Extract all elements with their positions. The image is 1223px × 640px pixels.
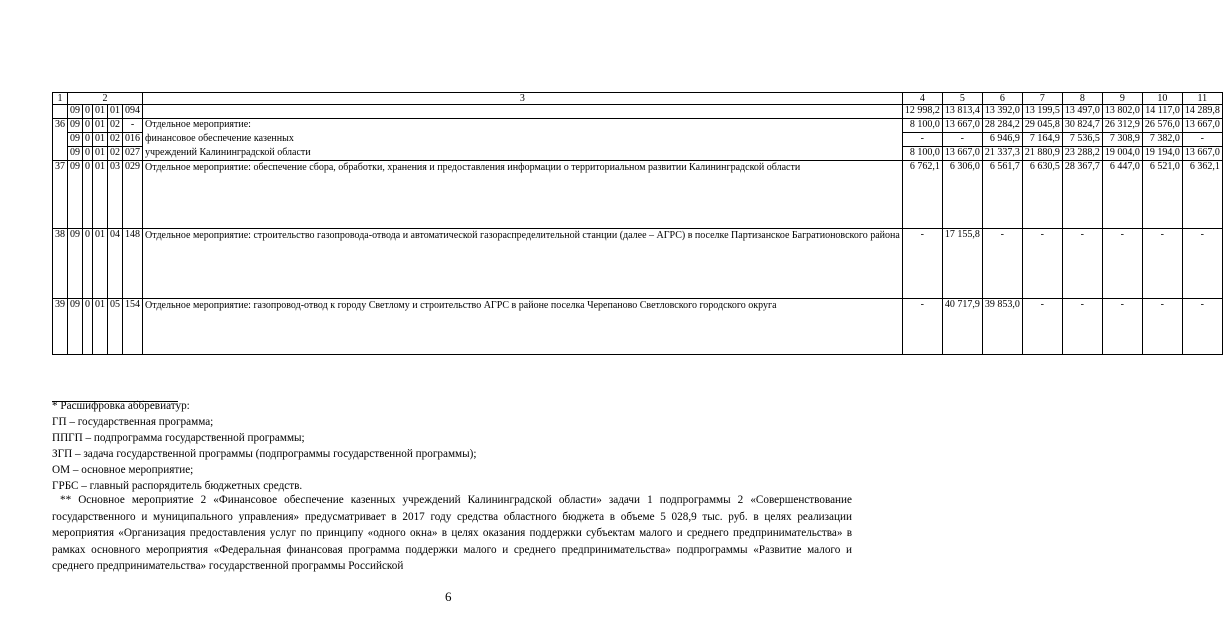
code-cell: 154 xyxy=(123,299,143,355)
description-cell: Отдельное мероприятие: xyxy=(143,119,903,133)
code-cell: 027 xyxy=(123,147,143,161)
table-row xyxy=(53,147,1223,161)
value-cell: 13 667,0 xyxy=(1182,147,1222,161)
code-cell: 01 xyxy=(93,229,108,299)
value-cell: 13 497,0 xyxy=(1062,105,1102,119)
value-cell: - xyxy=(902,133,942,147)
header-cell: 9 xyxy=(1102,93,1142,105)
code-cell: 02 xyxy=(108,133,123,147)
footnote-item: ОМ – основное мероприятие; xyxy=(52,464,194,476)
value-cell: 26 576,0 xyxy=(1142,119,1182,133)
value-cell: 13 813,4 xyxy=(942,105,982,119)
value-cell: 13 667,0 xyxy=(1182,119,1222,133)
table-row xyxy=(53,161,1223,229)
value-cell: 12 998,2 xyxy=(902,105,942,119)
page-number: 6 xyxy=(445,589,452,604)
value-cell: 6 561,7 xyxy=(982,161,1022,229)
row-number: 39 xyxy=(53,299,68,355)
value-cell: 7 164,9 xyxy=(1022,133,1062,147)
value-cell: - xyxy=(1142,299,1182,355)
value-cell: 6 447,0 xyxy=(1102,161,1142,229)
value-cell: 30 824,7 xyxy=(1062,119,1102,133)
header-cell: 7 xyxy=(1022,93,1062,105)
row-number xyxy=(53,133,68,147)
description-cell xyxy=(143,105,903,119)
header-cell: 5 xyxy=(942,93,982,105)
value-cell: 13 392,0 xyxy=(982,105,1022,119)
footnote-item: ГРБС – главный распорядитель бюджетных средств. xyxy=(52,480,303,492)
code-cell: 029 xyxy=(123,161,143,229)
row-number: 38 xyxy=(53,229,68,299)
table-row xyxy=(53,119,1223,133)
description-cell: финансовое обеспечение казенных xyxy=(143,133,903,147)
value-cell: 40 717,9 xyxy=(942,299,982,355)
value-cell: - xyxy=(902,229,942,299)
value-cell: - xyxy=(1182,299,1222,355)
code-cell: 0 xyxy=(83,161,93,229)
row-number: 37 xyxy=(53,161,68,229)
footnote-note: ** Основное мероприятие 2 «Финансовое обеспечение казенных учреждений Калининградской области» задачи 1 подпрограммы 2 «Совершенствование государственного и муниципального управления» предусматривает в 2017 году средства областного бюджета в объеме 5 028,9 тыс. руб. в целях реализации мероприятия «Организация предоставления услуг по принципу «одного окна» в целях оказания поддержки субъектам малого и среднего предпринимательства» в рамках основного мероприятия «Федеральная финансовая программа поддержки малого и среднего предпринимательства» подпрограммы «Развитие малого и среднего предпринимательства» государственной программы Российской xyxy=(52,494,852,572)
value-cell: - xyxy=(1102,299,1142,355)
header-cell: 11 xyxy=(1182,93,1222,105)
description-cell: Отдельное мероприятие: газопровод-отвод к городу Светлому и строительство АГРС в районе поселка Черепаново Светловского городского округа xyxy=(143,299,903,355)
code-cell: 09 xyxy=(68,161,83,229)
table-row xyxy=(53,299,1223,355)
code-cell: 0 xyxy=(83,105,93,119)
code-cell: 09 xyxy=(68,119,83,133)
code-cell: 03 xyxy=(108,161,123,229)
code-cell: 04 xyxy=(108,229,123,299)
code-cell: 0 xyxy=(83,119,93,133)
code-cell: 016 xyxy=(123,133,143,147)
header-row xyxy=(53,93,1223,105)
code-cell: 0 xyxy=(83,147,93,161)
value-cell: 39 853,0 xyxy=(982,299,1022,355)
code-cell: 02 xyxy=(108,147,123,161)
value-cell: 21 337,3 xyxy=(982,147,1022,161)
value-cell: 8 100,0 xyxy=(902,119,942,133)
code-cell: 09 xyxy=(68,299,83,355)
value-cell: 14 289,8 xyxy=(1182,105,1222,119)
value-cell: - xyxy=(1062,229,1102,299)
code-cell: 02 xyxy=(108,119,123,133)
description-cell: учреждений Калининградской области xyxy=(143,147,903,161)
value-cell: - xyxy=(902,299,942,355)
value-cell: - xyxy=(1182,133,1222,147)
value-cell: 6 521,0 xyxy=(1142,161,1182,229)
footnote-item: ГП – государственная программа; xyxy=(52,416,214,428)
value-cell: 26 312,9 xyxy=(1102,119,1142,133)
value-cell: 13 667,0 xyxy=(942,147,982,161)
value-cell: 14 117,0 xyxy=(1142,105,1182,119)
value-cell: 6 362,1 xyxy=(1182,161,1222,229)
value-cell: 28 284,2 xyxy=(982,119,1022,133)
code-cell: 148 xyxy=(123,229,143,299)
value-cell: 19 004,0 xyxy=(1102,147,1142,161)
row-number: 36 xyxy=(53,119,68,133)
value-cell: 19 194,0 xyxy=(1142,147,1182,161)
code-cell: 01 xyxy=(93,119,108,133)
value-cell: - xyxy=(942,133,982,147)
value-cell: 21 880,9 xyxy=(1022,147,1062,161)
table-row xyxy=(53,105,1223,119)
value-cell: 13 802,0 xyxy=(1102,105,1142,119)
header-cell: 1 xyxy=(53,93,68,105)
value-cell: - xyxy=(1142,229,1182,299)
value-cell: - xyxy=(1102,229,1142,299)
header-cell: 3 xyxy=(143,93,903,105)
code-cell: 09 xyxy=(68,147,83,161)
code-cell: 01 xyxy=(93,105,108,119)
header-cell: 6 xyxy=(982,93,1022,105)
value-cell: 6 762,1 xyxy=(902,161,942,229)
header-cell: 2 xyxy=(68,93,143,105)
footnote-title: * Расшифровка аббревиатур: xyxy=(52,400,190,412)
value-cell: - xyxy=(1062,299,1102,355)
description-cell: Отдельное мероприятие: обеспечение сбора, обработки, хранения и предоставления информации о территориальном развитии Калининградской области xyxy=(143,161,903,229)
value-cell: 13 199,5 xyxy=(1022,105,1062,119)
code-cell: 094 xyxy=(123,105,143,119)
value-cell: 7 308,9 xyxy=(1102,133,1142,147)
row-number xyxy=(53,147,68,161)
value-cell: 6 630,5 xyxy=(1022,161,1062,229)
code-cell: 01 xyxy=(93,147,108,161)
value-cell: 28 367,7 xyxy=(1062,161,1102,229)
header-cell: 8 xyxy=(1062,93,1102,105)
value-cell: 7 536,5 xyxy=(1062,133,1102,147)
code-cell: 05 xyxy=(108,299,123,355)
header-cell: 4 xyxy=(902,93,942,105)
value-cell: 17 155,8 xyxy=(942,229,982,299)
value-cell: - xyxy=(1022,229,1062,299)
code-cell: 01 xyxy=(93,133,108,147)
code-cell: 09 xyxy=(68,229,83,299)
table-row xyxy=(53,229,1223,299)
code-cell: - xyxy=(123,119,143,133)
value-cell: 29 045,8 xyxy=(1022,119,1062,133)
value-cell: - xyxy=(982,229,1022,299)
value-cell: 7 382,0 xyxy=(1142,133,1182,147)
footnote-item: ЗГП – задача государственной программы (подпрограммы государственной программы); xyxy=(52,448,477,460)
code-cell: 0 xyxy=(83,299,93,355)
code-cell: 01 xyxy=(93,161,108,229)
code-cell: 01 xyxy=(108,105,123,119)
code-cell: 09 xyxy=(68,105,83,119)
value-cell: 13 667,0 xyxy=(942,119,982,133)
budget-table xyxy=(52,92,1223,355)
code-cell: 01 xyxy=(93,299,108,355)
code-cell: 0 xyxy=(83,229,93,299)
row-number xyxy=(53,105,68,119)
code-cell: 0 xyxy=(83,133,93,147)
table-row xyxy=(53,133,1223,147)
value-cell: 8 100,0 xyxy=(902,147,942,161)
code-cell: 09 xyxy=(68,133,83,147)
value-cell: 23 288,2 xyxy=(1062,147,1102,161)
description-cell: Отдельное мероприятие: строительство газопровода-отвода и автоматической газораспределительной станции (далее – АГРС) в поселке Партизанское Багратионовского района xyxy=(143,229,903,299)
value-cell: 6 306,0 xyxy=(942,161,982,229)
value-cell: - xyxy=(1022,299,1062,355)
value-cell: 6 946,9 xyxy=(982,133,1022,147)
header-cell: 10 xyxy=(1142,93,1182,105)
value-cell: - xyxy=(1182,229,1222,299)
footnote-item: ППГП – подпрограмма государственной программы; xyxy=(52,432,305,444)
